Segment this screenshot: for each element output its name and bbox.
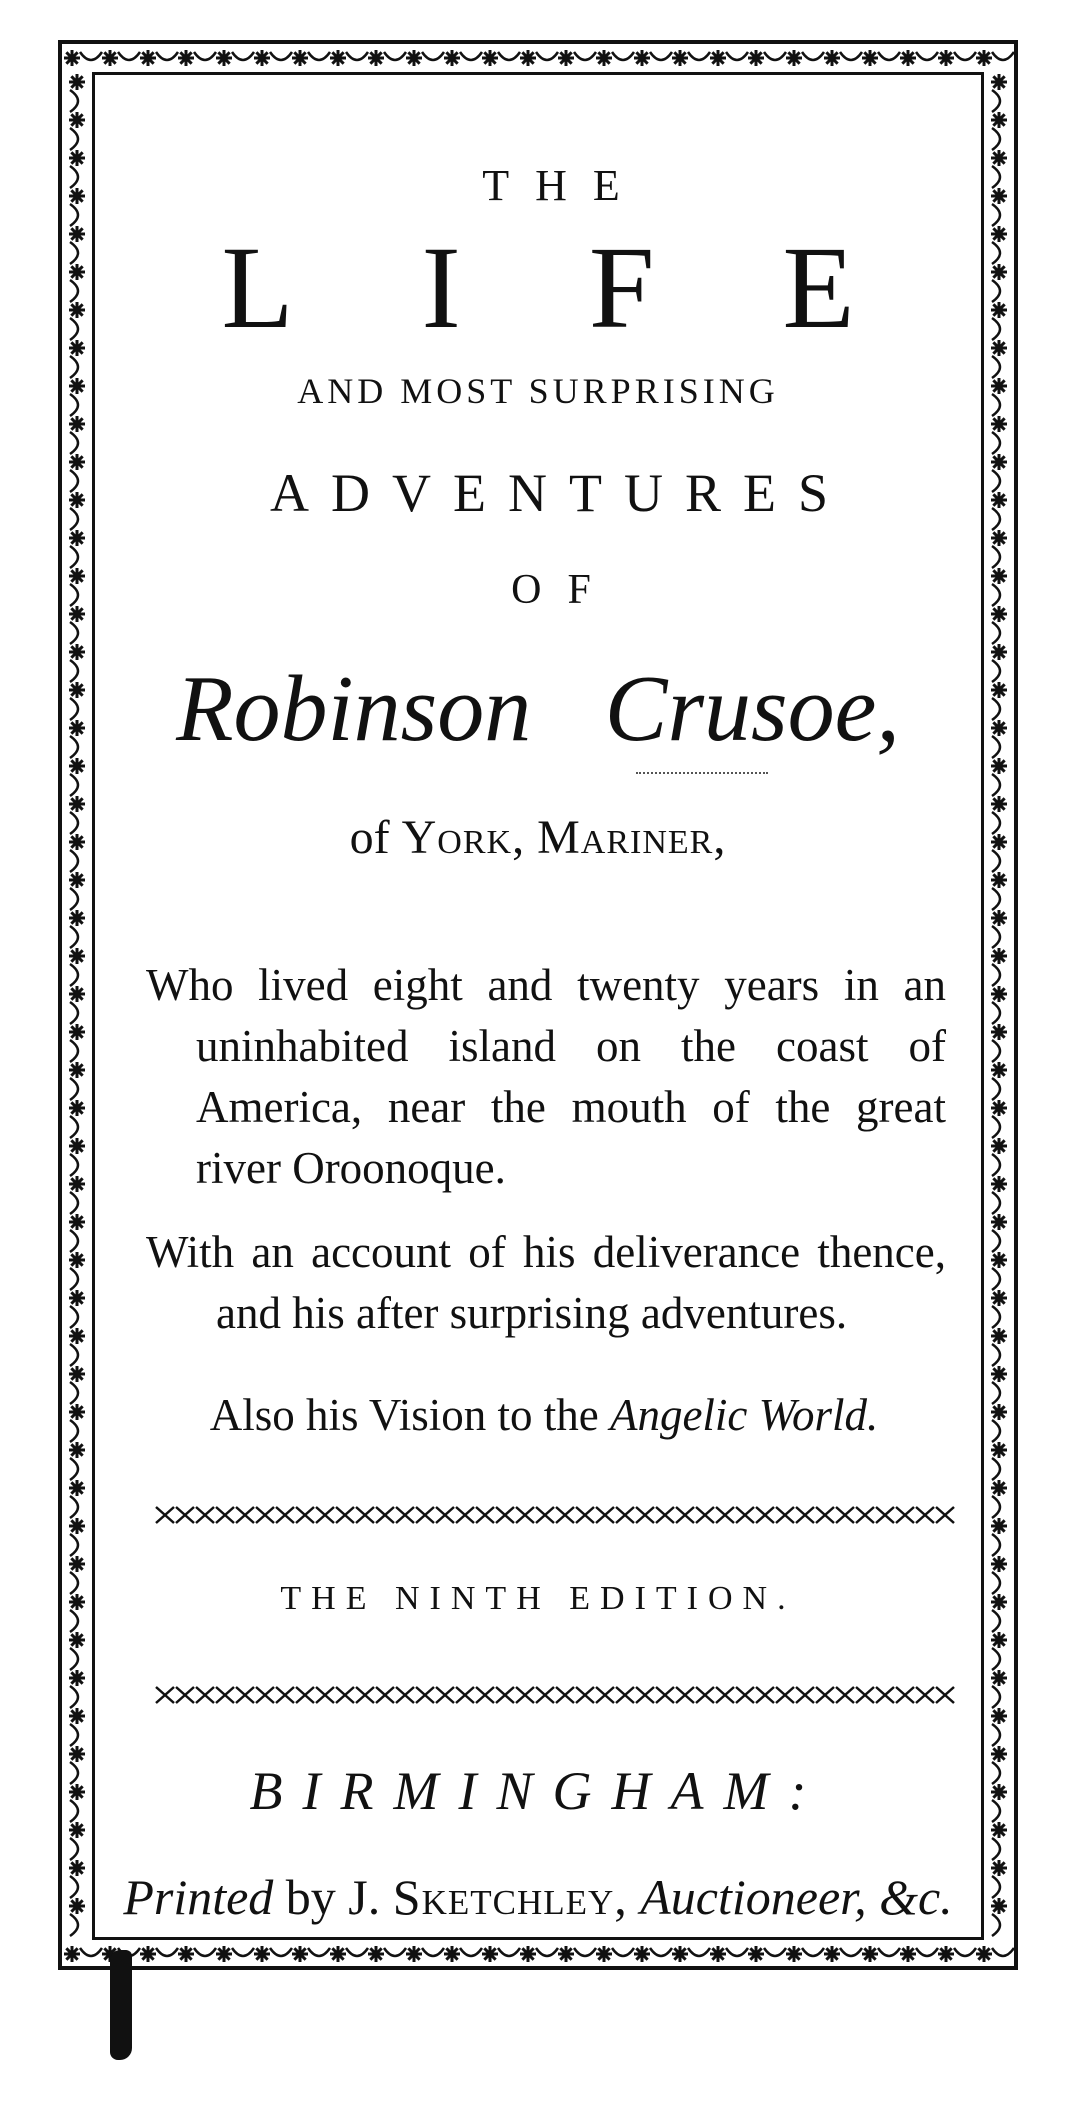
deliverance-line-1: With an account of his deliverance thence, [146, 1227, 946, 1277]
ornament-rule-upper [152, 1500, 964, 1530]
vision-line [146, 1385, 942, 1446]
short-rule [636, 772, 768, 774]
deliverance-paragraph [146, 1222, 946, 1344]
heading-of: OF [511, 567, 617, 613]
description-paragraph [146, 955, 946, 1199]
description-rest: uninhabited island on the coast of America, near the mouth of the great river Oroonoque. [196, 1021, 946, 1193]
description-line-1: Who lived eight and twenty years in an [146, 960, 946, 1010]
printer-trade: Auctioneer, &c. [640, 1869, 953, 1925]
york-text: York, [401, 811, 526, 864]
imprint-place: BIRMINGHAM: [249, 1761, 827, 1821]
of-york-prefix: of [349, 811, 390, 864]
printer-name: Sketchley, [392, 1869, 628, 1925]
of-york-mariner [100, 810, 976, 865]
edition-text: THE NINTH EDITION. [280, 1580, 796, 1617]
imprint-printer [100, 1868, 976, 1926]
mariner-text: Mariner, [537, 811, 727, 864]
right-ornament-border [984, 72, 1014, 1940]
vision-angelic-world: Angelic World. [609, 1390, 879, 1440]
ink-blot [110, 1950, 132, 2060]
left-ornament-border [62, 72, 92, 1940]
heading-robinson-crusoe: Robinson Crusoe, [176, 657, 900, 761]
life-letter: I [421, 222, 461, 353]
heading-the: THE [482, 161, 646, 210]
deliverance-line-2: and his after surprising adventures. [216, 1288, 848, 1338]
printed-by: by J. [285, 1869, 381, 1925]
life-letter: F [588, 222, 655, 353]
ornament-rule-lower [152, 1680, 964, 1710]
heading-and-most-surprising: AND MOST SURPRISING [297, 371, 779, 411]
heading-life [100, 220, 976, 356]
heading-adventures: ADVENTURES [270, 463, 850, 523]
top-ornament-border [62, 44, 1014, 72]
printed-word: Printed [123, 1869, 274, 1925]
life-letter: L [221, 222, 294, 353]
life-letter: E [782, 222, 855, 353]
bottom-ornament-border [62, 1940, 1014, 1968]
vision-prefix: Also his Vision to the [209, 1390, 599, 1440]
